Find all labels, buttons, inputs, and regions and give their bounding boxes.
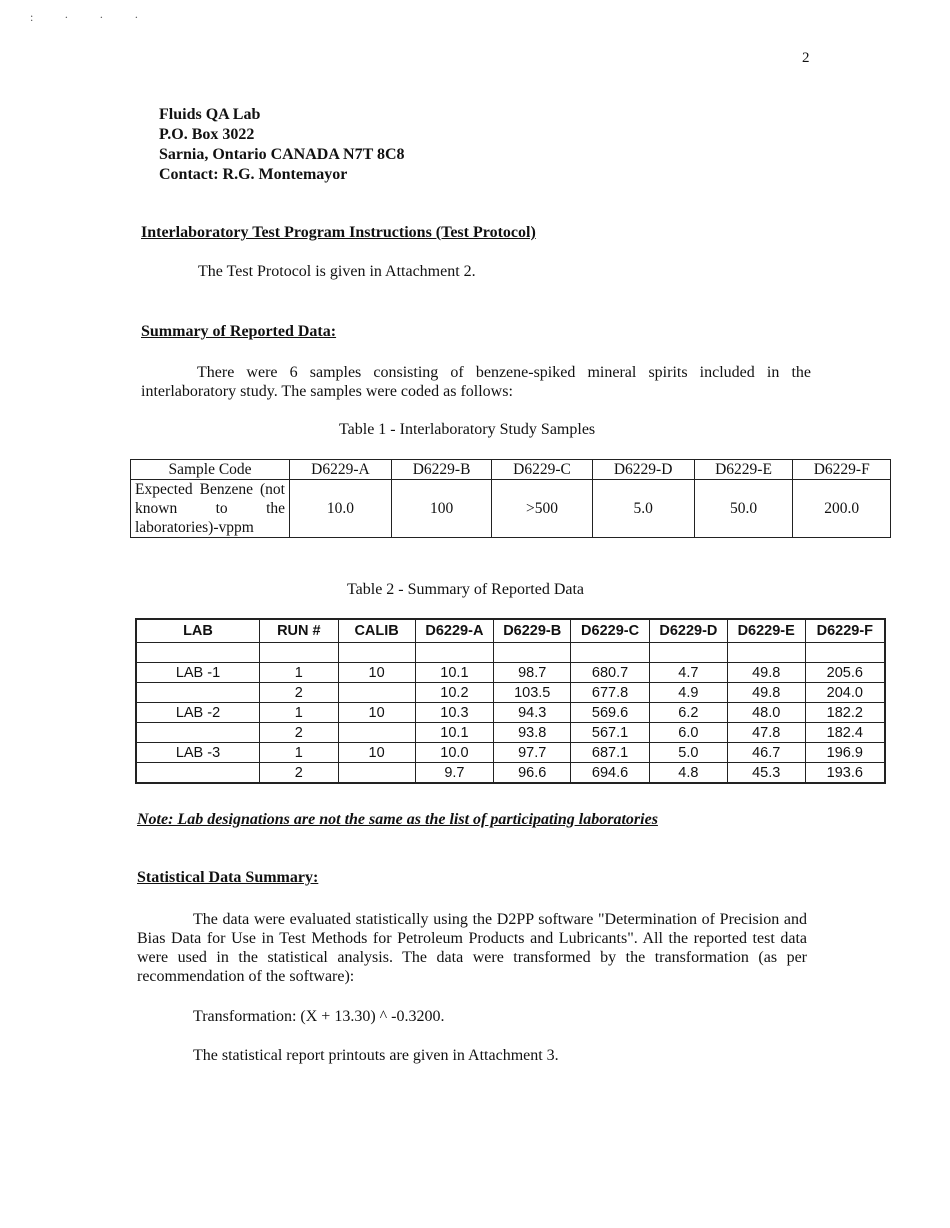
table-cell: 196.9 [805, 743, 885, 763]
table-header-cell: D6229-A [290, 460, 392, 480]
table-cell: 1 [259, 703, 338, 723]
table-cell [136, 723, 259, 743]
table-cell: 1 [259, 743, 338, 763]
table-cell: 2 [259, 723, 338, 743]
table-cell: 10.2 [415, 683, 494, 703]
table-cell: 569.6 [571, 703, 650, 723]
address-line: Sarnia, Ontario CANADA N7T 8C8 [159, 146, 405, 163]
table-cell: 5.0 [592, 480, 694, 538]
table-cell: 2 [259, 683, 338, 703]
summary-text: There were 6 samples consisting of benzene-spiked mineral spirits included in the interlaboratory study. The samples were coded as follows: [141, 364, 811, 400]
table-cell: 96.6 [494, 763, 571, 784]
protocol-text: The Test Protocol is given in Attachment 2. [198, 263, 476, 280]
table-cell: 677.8 [571, 683, 650, 703]
table-header-cell: CALIB [338, 619, 415, 643]
table-cell [805, 643, 885, 663]
table-row [136, 763, 885, 784]
table-cell: 10.0 [290, 480, 392, 538]
table-header-cell: RUN # [259, 619, 338, 643]
table1-caption: Table 1 - Interlaboratory Study Samples [339, 421, 596, 438]
table-cell: 50.0 [694, 480, 793, 538]
table-cell: 182.4 [805, 723, 885, 743]
table-cell: 9.7 [415, 763, 494, 784]
address-line: Fluids QA Lab [159, 106, 261, 123]
table-cell [338, 763, 415, 784]
table-header-row [136, 619, 885, 643]
table2-caption: Table 2 - Summary of Reported Data [347, 581, 585, 598]
table-row [136, 683, 885, 703]
table-cell: 49.8 [727, 663, 805, 683]
address-line: P.O. Box 3022 [159, 126, 255, 143]
table-cell: 204.0 [805, 683, 885, 703]
table-cell [338, 683, 415, 703]
lab-designation-note: Note: Lab designations are not the same as the list of participating laboratories [137, 811, 658, 828]
table-cell: 47.8 [727, 723, 805, 743]
table-header-cell: D6229-D [649, 619, 727, 643]
table-row [136, 723, 885, 743]
table-cell: 10.3 [415, 703, 494, 723]
table-cell: 46.7 [727, 743, 805, 763]
address-block [159, 105, 405, 185]
printouts-text: The statistical report printouts are given in Attachment 3. [193, 1047, 559, 1064]
table-cell: 103.5 [494, 683, 571, 703]
table-cell: 10.0 [415, 743, 494, 763]
table-cell [338, 723, 415, 743]
table-cell: 567.1 [571, 723, 650, 743]
table-row [136, 643, 885, 663]
table-header-cell: D6229-D [592, 460, 694, 480]
table-cell: 10.1 [415, 723, 494, 743]
table-cell [136, 763, 259, 784]
table-cell: 10 [338, 703, 415, 723]
table-header-row [131, 460, 891, 480]
table-cell: 182.2 [805, 703, 885, 723]
table-cell: 4.8 [649, 763, 727, 784]
table-cell [649, 643, 727, 663]
table-cell: 100 [391, 480, 491, 538]
table-cell: 98.7 [494, 663, 571, 683]
table-cell: 10 [338, 663, 415, 683]
table-row [136, 743, 885, 763]
table-cell: 4.9 [649, 683, 727, 703]
table-cell: 48.0 [727, 703, 805, 723]
table-header-cell: D6229-F [805, 619, 885, 643]
table-header-cell: D6229-E [694, 460, 793, 480]
table-cell: 93.8 [494, 723, 571, 743]
table-cell [415, 643, 494, 663]
table-header-cell: D6229-A [415, 619, 494, 643]
table-header-cell: D6229-E [727, 619, 805, 643]
table-cell [571, 643, 650, 663]
samples-table [130, 459, 891, 538]
table-cell [494, 643, 571, 663]
table-row [131, 480, 891, 538]
table-cell: 94.3 [494, 703, 571, 723]
table-cell: >500 [492, 480, 592, 538]
table-cell: 687.1 [571, 743, 650, 763]
table-header-cell: Sample Code [131, 460, 290, 480]
table-cell: LAB -1 [136, 663, 259, 683]
address-line: Contact: R.G. Montemayor [159, 166, 348, 183]
page-number: 2 [802, 50, 810, 66]
table-cell: 10.1 [415, 663, 494, 683]
section-heading-statistics: Statistical Data Summary: [137, 869, 319, 886]
table-cell: 10 [338, 743, 415, 763]
table-cell: 200.0 [793, 480, 891, 538]
reported-data-table [135, 618, 886, 784]
transformation-text: Transformation: (X + 13.30) ^ -0.3200. [193, 1008, 445, 1025]
table-cell: LAB -2 [136, 703, 259, 723]
table-cell [136, 683, 259, 703]
table-cell: LAB -3 [136, 743, 259, 763]
section-heading-summary: Summary of Reported Data: [141, 323, 337, 340]
table-row [136, 703, 885, 723]
table-cell: 2 [259, 763, 338, 784]
table-cell: Expected Benzene (not known to the laboratories)-vppm [131, 480, 290, 538]
section-heading-protocol: Interlaboratory Test Program Instructions (Test Protocol) [141, 224, 536, 241]
table-cell: 6.0 [649, 723, 727, 743]
table-cell: 5.0 [649, 743, 727, 763]
table-header-cell: D6229-B [391, 460, 491, 480]
table-cell: 49.8 [727, 683, 805, 703]
table-cell: 1 [259, 663, 338, 683]
table-cell: 6.2 [649, 703, 727, 723]
table-cell: 193.6 [805, 763, 885, 784]
table-cell: 680.7 [571, 663, 650, 683]
table-header-cell: D6229-B [494, 619, 571, 643]
table-header-cell: LAB [136, 619, 259, 643]
scan-specks: : · · · [30, 10, 153, 24]
table-cell [338, 643, 415, 663]
table-cell: 205.6 [805, 663, 885, 683]
statistics-text: The data were evaluated statistically using the D2PP software "Determination of Precision and Bias Data for Use in Test Methods for Petroleum Products and Lubricants". All the reported test data were used in the statistical analysis. The data were transformed by the transformation (as per recommendation of the software): [137, 911, 807, 985]
table-row [136, 663, 885, 683]
table-cell: 45.3 [727, 763, 805, 784]
table-cell: 97.7 [494, 743, 571, 763]
table-header-cell: D6229-C [492, 460, 592, 480]
table-cell [136, 643, 259, 663]
table-cell: 694.6 [571, 763, 650, 784]
table-cell: 4.7 [649, 663, 727, 683]
table-cell [259, 643, 338, 663]
table-cell [727, 643, 805, 663]
table-header-cell: D6229-C [571, 619, 650, 643]
table-header-cell: D6229-F [793, 460, 891, 480]
